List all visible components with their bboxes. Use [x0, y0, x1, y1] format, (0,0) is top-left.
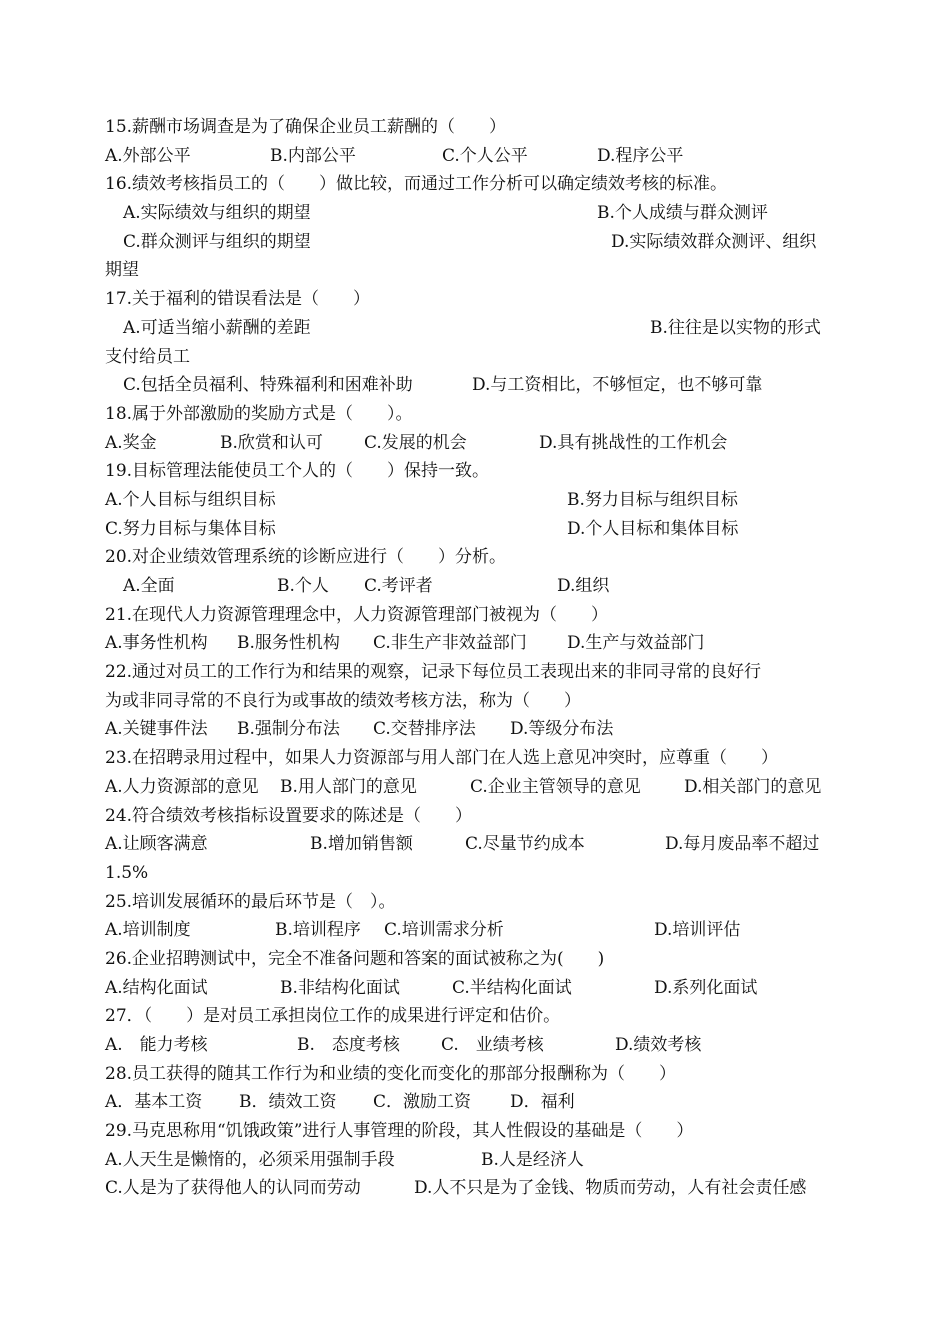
option-a: A.奖金 [105, 432, 157, 453]
option-d: D.绩效考核 [615, 1035, 702, 1055]
option-c: C.努力目标与集体目标 [105, 518, 276, 539]
question-text: 18.属于外部激励的奖励方式是（ ）。 [105, 403, 413, 424]
option-line [105, 515, 850, 544]
question-stem [105, 400, 850, 429]
option-line [105, 773, 850, 802]
question-text: 29.马克思称用“饥饿政策”进行人事管理的阶段，其人性假设的基础是（ ） [105, 1121, 694, 1142]
option-line [105, 830, 850, 859]
question-stem [105, 1117, 850, 1146]
option-line [105, 974, 850, 1003]
question-text: 15.薪酬市场调查是为了确保企业员工薪酬的（ ） [105, 117, 507, 137]
question-text: 24.符合绩效考核指标设置要求的陈述是（ ） [105, 805, 473, 826]
question-text: 16.绩效考核指员工的（ ）做比较，而通过工作分析可以确定绩效考核的标准。 [105, 174, 728, 195]
question-stem [105, 113, 850, 142]
option-line [105, 228, 850, 257]
option-c: C.半结构化面试 [452, 977, 572, 998]
question-stem [105, 170, 850, 199]
option-a: A.结构化面试 [105, 977, 208, 998]
question-list [105, 113, 850, 1203]
option-c: C．激励工资 [373, 1092, 472, 1113]
question-text: 25.培训发展循环的最后环节是（ ）。 [105, 891, 396, 912]
option-continuation: 1.5% [105, 862, 149, 883]
option-b: B.增加销售额 [310, 834, 413, 855]
option-d: D.人不只是为了金钱、物质而劳动，人有社会责任感 [414, 1178, 807, 1199]
option-line [105, 1174, 850, 1203]
question-text: 22.通过对员工的工作行为和结果的观察，记录下每位员工表现出来的非同寻常的良好行 [105, 662, 762, 683]
option-c: C.尽量节约成本 [465, 834, 585, 855]
option-d: D.生产与效益部门 [567, 633, 705, 654]
question-text: 20.对企业绩效管理系统的诊断应进行（ ）分析。 [105, 547, 507, 568]
option-b: B.强制分布法 [237, 719, 340, 740]
question-text: 27．（ ）是对员工承担岗位工作的成果进行评定和估价。 [105, 1006, 561, 1027]
option-line [105, 256, 850, 285]
question-text: 26.企业招聘测试中，完全不准备问题和答案的面试被称之为( ) [105, 948, 605, 969]
option-b: B.服务性机构 [237, 633, 340, 654]
option-line [105, 343, 850, 372]
option-a: A.事务性机构 [105, 633, 208, 654]
option-line [105, 1031, 850, 1060]
option-line [105, 859, 850, 888]
option-a: A.关键事件法 [105, 719, 208, 740]
option-d: D.个人目标和集体目标 [567, 518, 739, 539]
option-c: C.人是为了获得他人的认同而劳动 [105, 1178, 361, 1199]
question-stem [105, 945, 850, 974]
question-stem [105, 1060, 850, 1089]
question-text: 21.在现代人力资源管理理念中，人力资源管理部门被视为（ ） [105, 604, 609, 625]
option-d: D．福利 [510, 1092, 575, 1113]
question-stem [105, 1002, 850, 1031]
option-a: A.人天生是懒惰的，必须采用强制手段 [105, 1149, 395, 1170]
option-a: A．基本工资 [105, 1092, 203, 1113]
option-b: B.努力目标与组织目标 [567, 489, 738, 510]
option-c: C.企业主管领导的意见 [470, 776, 641, 797]
option-b: B.非结构化面试 [280, 977, 400, 998]
option-a: A.个人目标与组织目标 [105, 489, 276, 510]
option-line [105, 916, 850, 945]
question-stem [105, 687, 850, 716]
question-stem [105, 601, 850, 630]
option-line [105, 629, 850, 658]
option-b: B.个人 [277, 576, 329, 596]
option-c: C. 业绩考核 [441, 1035, 544, 1055]
option-line [105, 1146, 850, 1175]
option-b: B.个人成绩与群众测评 [597, 203, 768, 224]
question-stem [105, 543, 850, 572]
option-d: D.系列化面试 [654, 977, 758, 998]
option-line [105, 429, 850, 458]
question-text: 28.员工获得的随其工作行为和业绩的变化而变化的那部分报酬称为（ ） [105, 1063, 677, 1084]
question-stem [105, 285, 850, 314]
option-b: B.用人部门的意见 [280, 776, 417, 797]
option-line [105, 1088, 850, 1117]
option-a: A.可适当缩小薪酬的差距 [123, 317, 311, 338]
question-stem [105, 802, 850, 831]
option-d: D.每月废品率不超过 [665, 834, 820, 855]
option-d: D.实际绩效群众测评、组织 [611, 231, 817, 252]
option-a: A.全面 [123, 576, 175, 596]
option-b: B.欣赏和认可 [220, 432, 323, 453]
option-continuation: 期望 [105, 260, 139, 281]
option-b: B.内部公平 [270, 145, 356, 166]
option-d: D.具有挑战性的工作机会 [539, 432, 728, 453]
question-text: 17.关于福利的错误看法是（ ） [105, 289, 371, 310]
option-d: D.程序公平 [597, 145, 684, 166]
option-c: C.发展的机会 [364, 432, 467, 453]
option-d: D.相关部门的意见 [684, 776, 822, 797]
option-a: A.让顾客满意 [105, 834, 208, 855]
question-text: 19.目标管理法能使员工个人的（ ）保持一致。 [105, 461, 490, 482]
option-d: D.培训评估 [654, 920, 741, 941]
option-line [105, 199, 850, 228]
option-c: C.非生产非效益部门 [373, 633, 527, 654]
option-b: B.往往是以实物的形式 [650, 317, 821, 338]
option-d: D.与工资相比，不够恒定，也不够可靠 [472, 375, 763, 396]
option-line [105, 572, 850, 601]
option-d: D.等级分布法 [510, 719, 614, 740]
question-text: 23.在招聘录用过程中，如果人力资源部与用人部门在人选上意见冲突时，应尊重（ ） [105, 748, 779, 769]
question-stem [105, 888, 850, 917]
option-c: C.考评者 [364, 576, 433, 596]
option-line [105, 715, 850, 744]
option-a: A.培训制度 [105, 920, 191, 941]
option-b: B.人是经济人 [481, 1149, 584, 1170]
option-line [105, 142, 850, 171]
question-stem [105, 658, 850, 687]
question-stem [105, 744, 850, 773]
question-stem [105, 457, 850, 486]
option-a: A. 能力考核 [105, 1035, 208, 1055]
option-b: B. 态度考核 [297, 1035, 400, 1055]
option-d: D.组织 [557, 576, 610, 596]
option-b: B.培训程序 [275, 920, 361, 941]
option-c: C.包括全员福利、特殊福利和困难补助 [123, 375, 413, 396]
option-a: A.实际绩效与组织的期望 [123, 203, 311, 224]
option-c: C.个人公平 [442, 145, 528, 166]
option-a: A.外部公平 [105, 145, 191, 166]
option-continuation: 支付给员工 [105, 346, 190, 367]
option-c: C.交替排序法 [373, 719, 476, 740]
option-c: C.群众测评与组织的期望 [123, 231, 311, 252]
option-b: B．绩效工资 [239, 1092, 337, 1113]
option-c: C.培训需求分析 [384, 920, 504, 941]
option-a: A.人力资源部的意见 [105, 776, 259, 797]
question-text: 为或非同寻常的不良行为或事故的绩效考核方法，称为（ ） [105, 690, 581, 711]
option-line [105, 486, 850, 515]
option-line [105, 314, 850, 343]
option-line [105, 371, 850, 400]
